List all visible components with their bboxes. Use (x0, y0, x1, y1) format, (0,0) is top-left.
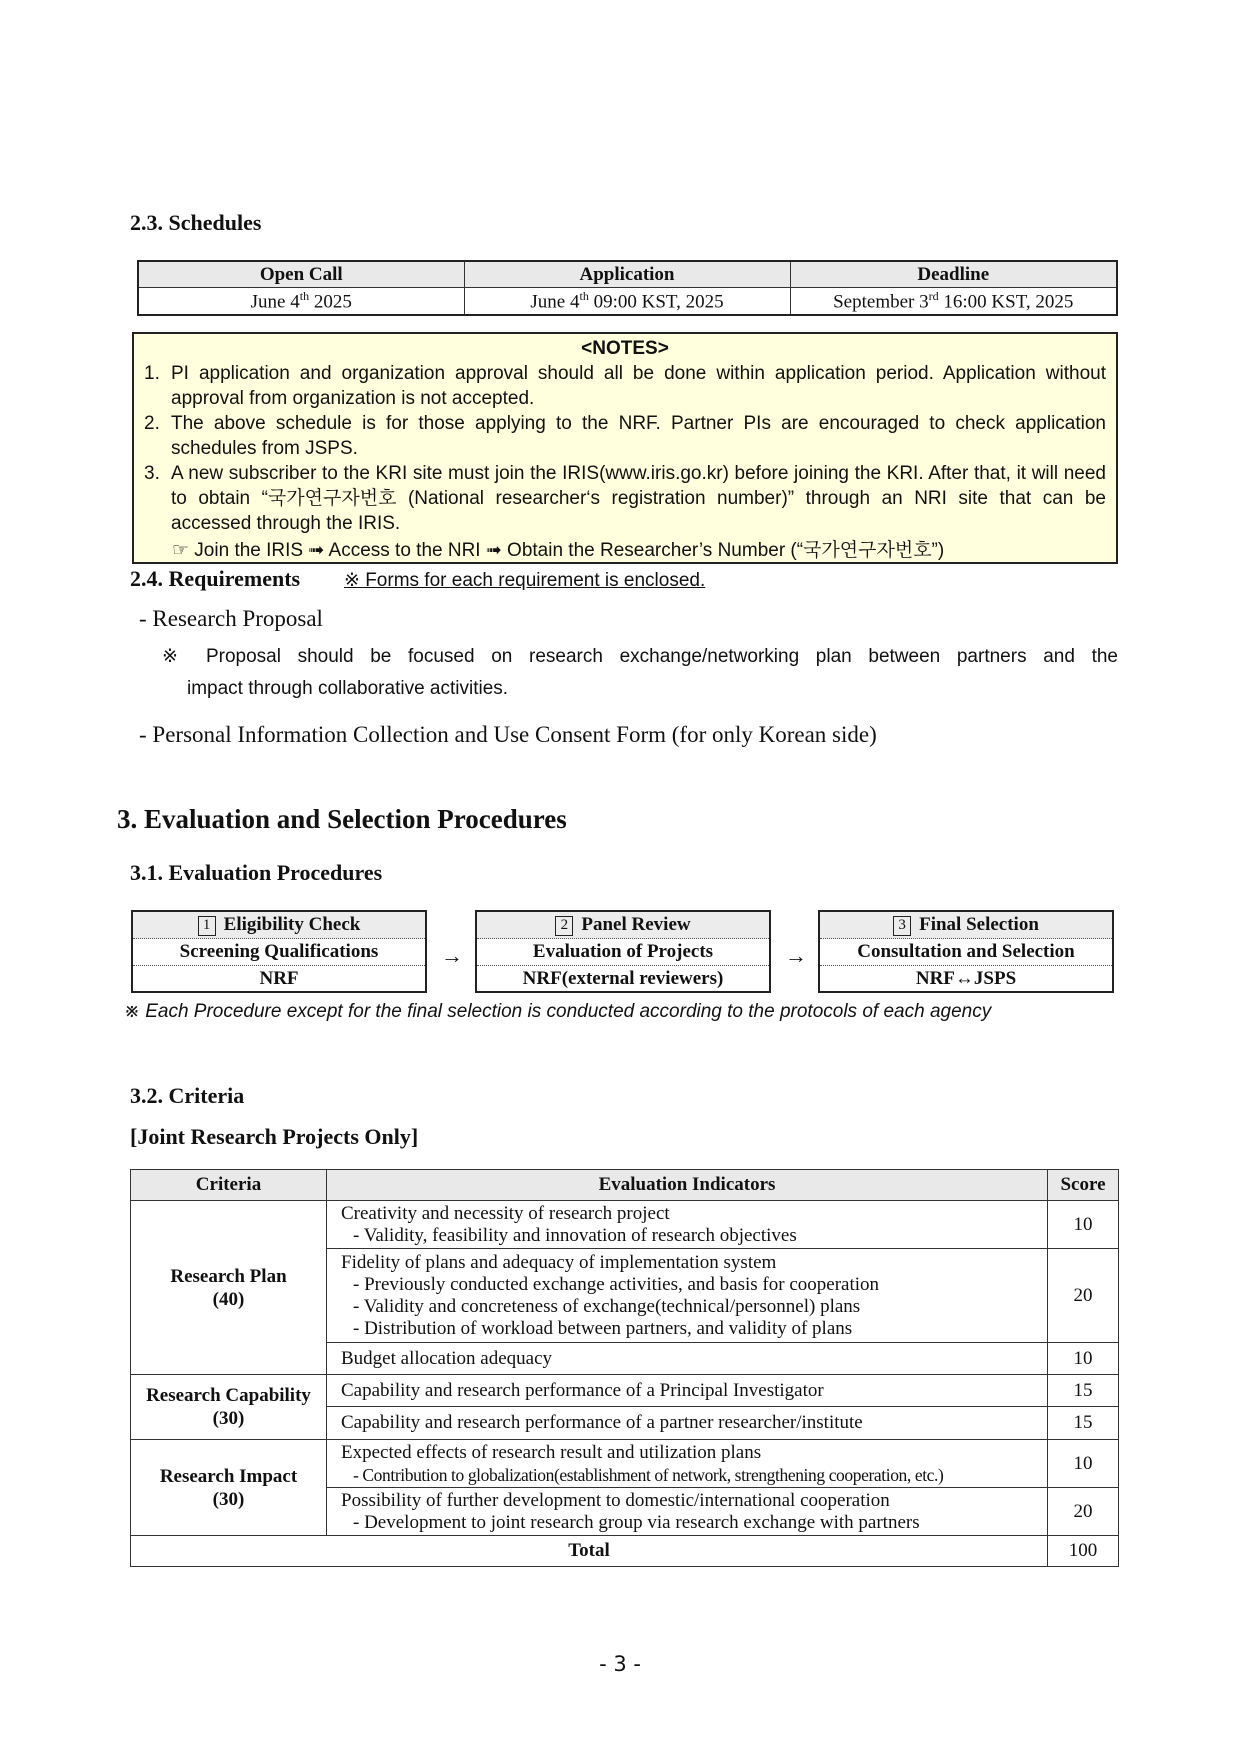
score-cell: 15 (1048, 1375, 1119, 1407)
procedure-title: 3 Final Selection (820, 912, 1112, 939)
section-2-3-heading: 2.3. Schedules (130, 210, 262, 235)
criteria-research-capability: Research Capability (30) (131, 1375, 327, 1440)
procedure-agency: NRF (259, 968, 299, 989)
score-cell: 10 (1048, 1440, 1119, 1488)
section-3-heading: 3. Evaluation and Selection Procedures (117, 804, 567, 834)
indicator-cell: Fidelity of plans and adequacy of implementation system - Previously conducted exchange activities, and basis for cooperation - Validity and concreteness of exchange(technical/personnel) plans - Distribution of workload between partners, and validity of plans (327, 1249, 1048, 1343)
step-number-box: 1 (198, 916, 216, 936)
score-cell: 20 (1048, 1249, 1119, 1343)
indicators-header: Evaluation Indicators (327, 1170, 1048, 1201)
section-2-4-heading: 2.4. Requirements (130, 566, 301, 591)
procedure-description: Consultation and Selection (820, 939, 1112, 966)
section-3-2-heading: 3.2. Criteria (130, 1083, 245, 1108)
indicator-cell: Capability and research performance of a Principal Investigator (327, 1375, 1048, 1407)
schedule-table (137, 260, 1118, 316)
notes-item: 2. The above schedule is for those applying to the NRF. Partner PIs are encouraged to check application schedules from JSPS. (144, 413, 1106, 459)
section-3-1-heading: 3.1. Evaluation Procedures (130, 860, 383, 885)
score-cell: 10 (1048, 1343, 1119, 1375)
schedule-open-call: June 4th 2025 (138, 288, 464, 316)
score-cell: 15 (1048, 1407, 1119, 1440)
score-header: Score (1048, 1170, 1119, 1201)
criteria-research-plan: Research Plan (40) (131, 1201, 327, 1375)
score-cell: 10 (1048, 1201, 1119, 1249)
criteria-header: Criteria (131, 1170, 327, 1201)
notes-join-steps: ☞ Join the IRIS ➟ Access to the NRI ➟ Obtain the Researcher’s Number (“국가연구자번호”) (172, 540, 945, 561)
score-cell: 20 (1048, 1488, 1119, 1536)
schedule-header-deadline: Deadline (790, 261, 1117, 288)
indicator-cell: Possibility of further development to domestic/international cooperation - Development to joint research group via research exchange with partners (327, 1488, 1048, 1536)
joint-research-heading: [Joint Research Projects Only] (130, 1124, 419, 1149)
total-score: 100 (1048, 1536, 1119, 1567)
schedule-header-open-call: Open Call (138, 261, 464, 288)
proposal-note-line-2: impact through collaborative activities. (187, 678, 509, 699)
notes-box (132, 332, 1118, 564)
criteria-table (130, 1169, 1119, 1567)
procedure-title: 1 Eligibility Check (133, 912, 425, 939)
requirement-research-proposal: - Research Proposal (139, 606, 323, 631)
schedule-header-application: Application (464, 261, 790, 288)
procedure-description: Evaluation of Projects (477, 939, 769, 966)
procedure-agency: NRF↔JSPS (915, 968, 1017, 989)
criteria-research-impact: Research Impact (30) (131, 1440, 327, 1536)
procedure-note: ※ Each Procedure except for the final selection is conducted according to the protocols of each agency (124, 1001, 992, 1022)
indicator-cell: Creativity and necessity of research project - Validity, feasibility and innovation of research objectives (327, 1201, 1048, 1249)
arrow-right-icon: → (785, 943, 807, 968)
procedure-box-eligibility (131, 910, 427, 993)
step-number-box: 3 (893, 916, 911, 936)
procedure-box-panel-review (475, 910, 771, 993)
procedure-box-final-selection (818, 910, 1114, 993)
indicator-cell: Capability and research performance of a partner researcher/institute (327, 1407, 1048, 1440)
notes-title: <NOTES> (581, 338, 669, 359)
arrow-right-icon: → (441, 943, 463, 968)
proposal-note-line-1: ※ Proposal should be focused on research exchange/networking plan between partners and the (162, 646, 1118, 667)
total-label: Total (131, 1536, 1048, 1567)
requirements-forms-note: ※ Forms for each requirement is enclosed. (344, 570, 706, 591)
schedule-deadline: September 3rd 16:00 KST, 2025 (790, 288, 1117, 316)
requirement-consent-form: - Personal Information Collection and Use Consent Form (for only Korean side) (139, 722, 877, 747)
procedure-title: 2 Panel Review (477, 912, 769, 939)
procedure-agency: NRF(external reviewers) (522, 968, 724, 989)
notes-item: 1. PI application and organization approval should all be done within application period. Application without approval from organization is not accepted. (144, 363, 1106, 409)
procedure-description: Screening Qualifications (133, 939, 425, 966)
schedule-application: June 4th 09:00 KST, 2025 (464, 288, 790, 316)
step-number-box: 2 (555, 916, 573, 936)
notes-item: 3. A new subscriber to the KRI site must join the IRIS(www.iris.go.kr) before joining the KRI. After that, it will need to obtain “국가연구자번호 (National researcher‘s registration number)” through an NRI site that can be accessed through the IRIS. (144, 463, 1106, 534)
indicator-cell: Expected effects of research result and utilization plans - Contribution to globalization(establishment of network, strengthening cooperation, etc.) (327, 1440, 1048, 1488)
indicator-cell: Budget allocation adequacy (327, 1343, 1048, 1375)
page-number: - 3 - (599, 1652, 641, 1676)
